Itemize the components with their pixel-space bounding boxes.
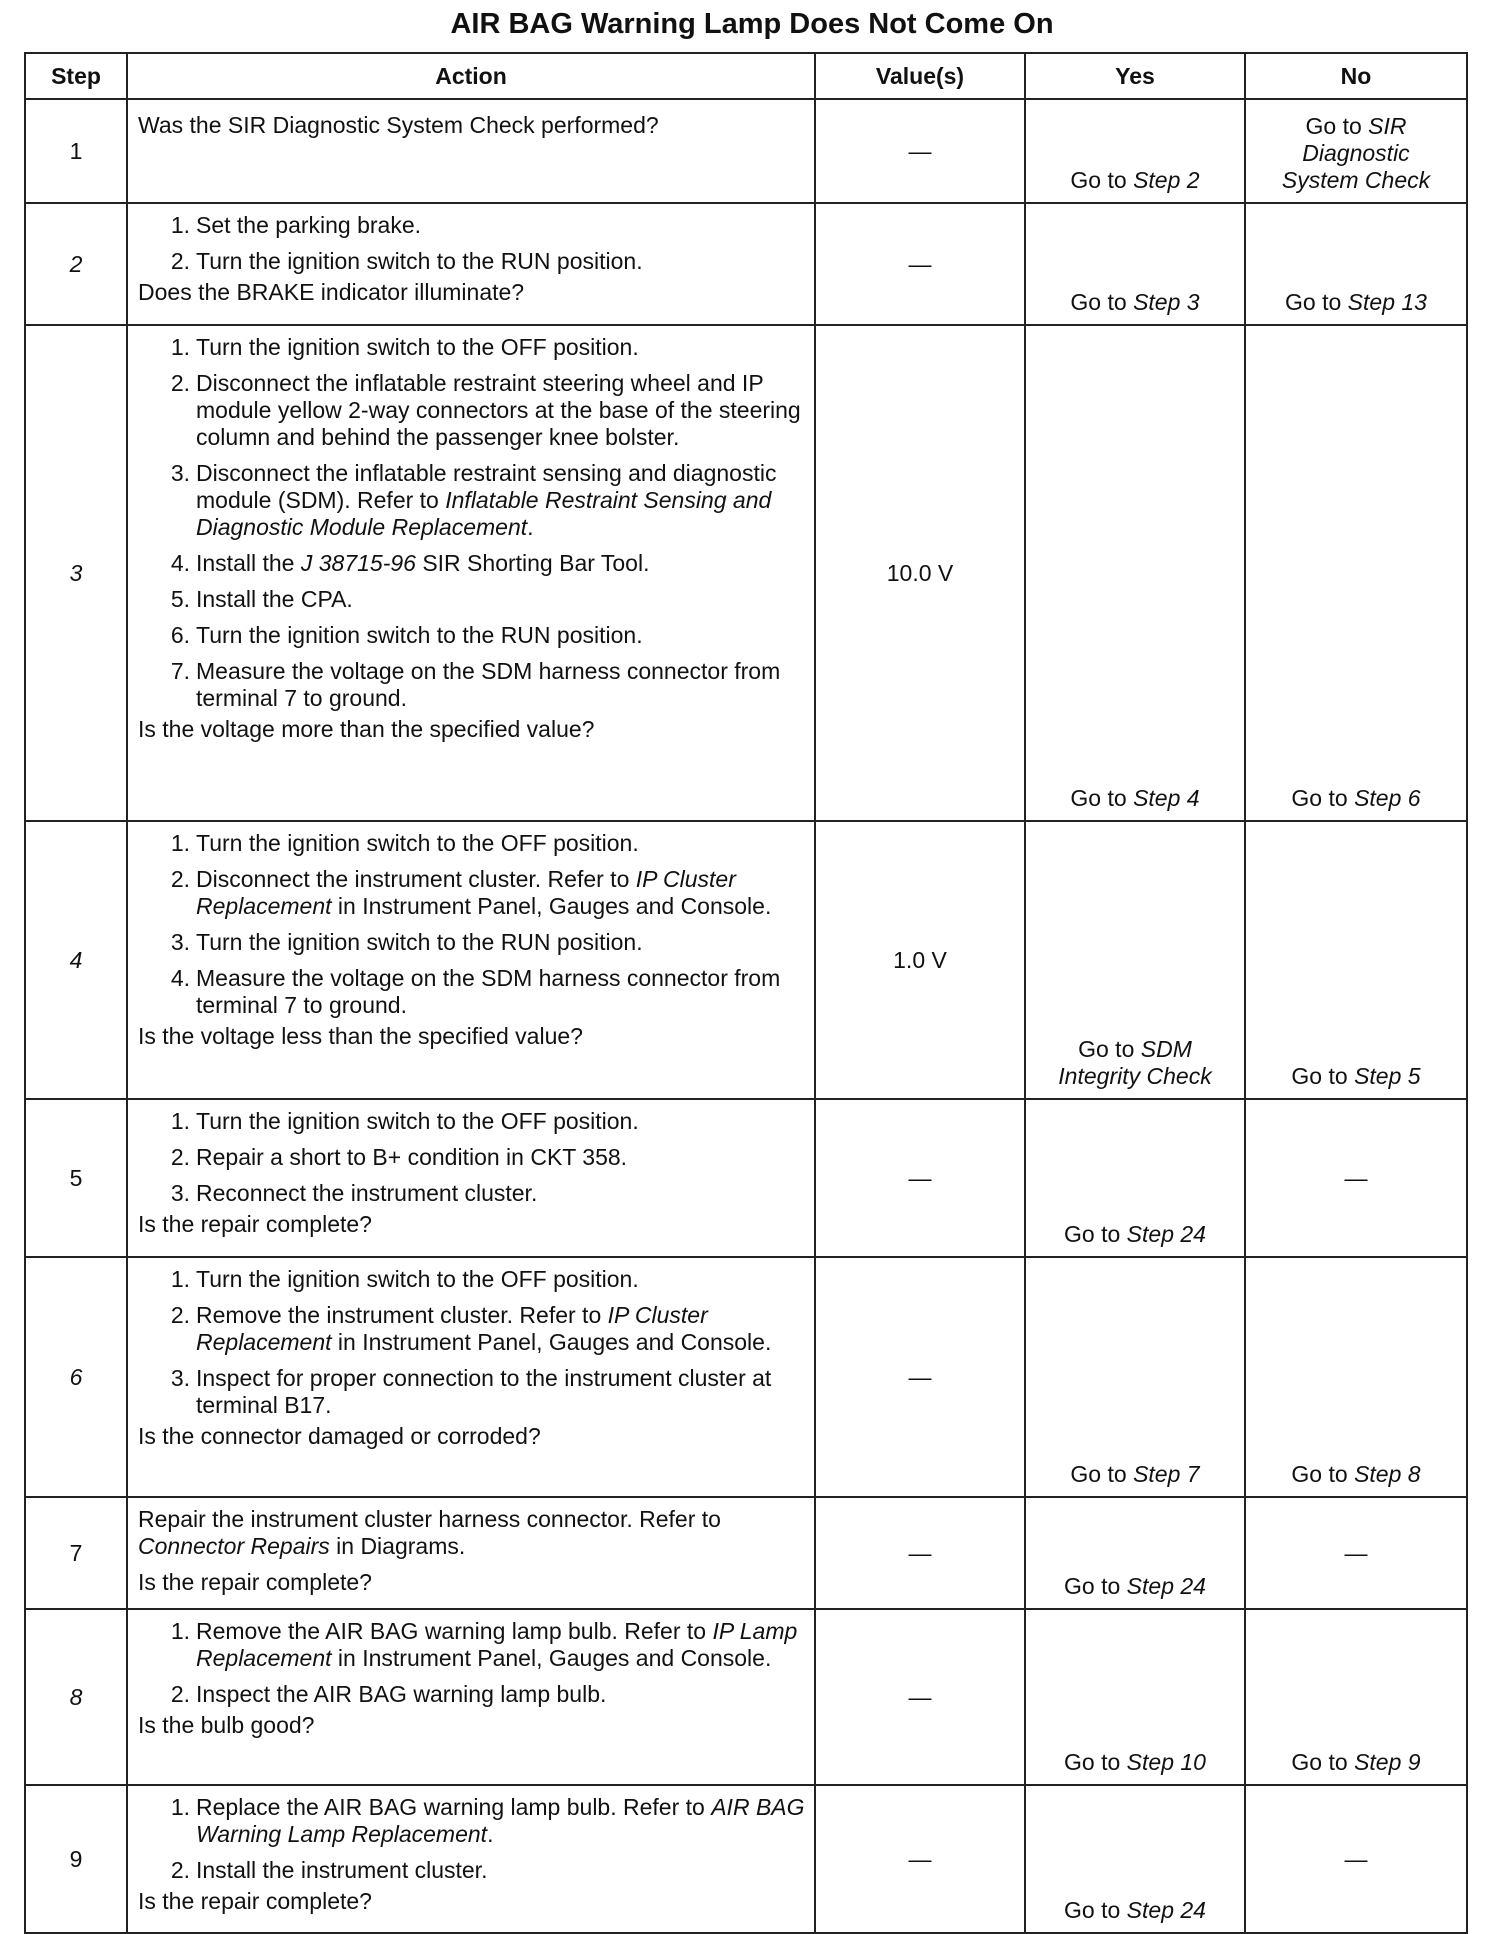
go-to-text: Go to xyxy=(1070,167,1134,193)
procedure-reference-link[interactable]: Inflatable Restraint Sensing and Diagnostic Module Replacement xyxy=(196,487,772,540)
action-step: 2. Turn the ignition switch to the RUN position. xyxy=(170,248,643,274)
go-to-text: Go to xyxy=(1291,1461,1355,1487)
go-to-text: Go to xyxy=(1285,289,1348,315)
step-reference-link[interactable]: Step 24 xyxy=(1126,1573,1206,1599)
no-cell: — xyxy=(1245,1497,1467,1609)
no-cell xyxy=(1245,99,1467,203)
action-cell xyxy=(127,1785,815,1933)
go-to-text: Go to xyxy=(1064,1749,1127,1775)
action-step: 2. Inspect the AIR BAG warning lamp bulb. xyxy=(170,1681,607,1707)
step-number: 4 xyxy=(25,821,127,1099)
procedure-reference-link[interactable]: IP Cluster Replacement xyxy=(196,1302,708,1355)
table-row xyxy=(25,821,1467,1099)
step-number: 1 xyxy=(25,99,127,203)
procedure-reference-link[interactable]: AIR BAG Warning Lamp Replacement xyxy=(196,1794,805,1847)
procedure-reference-link[interactable]: IP Cluster Replacement xyxy=(196,866,736,919)
action-question: Is the bulb good? xyxy=(138,1712,315,1738)
action-step: 4. Measure the voltage on the SDM harness connector from terminal 7 to ground. xyxy=(170,965,781,1018)
go-to-text: Go to xyxy=(1070,289,1134,315)
action-question: Does the BRAKE indicator illuminate? xyxy=(138,279,525,305)
table-row xyxy=(25,99,1467,203)
action-cell xyxy=(127,1257,815,1497)
action-steps-list xyxy=(138,1266,806,1419)
action-question: Is the connector damaged or corroded? xyxy=(138,1423,541,1449)
column-header-values: Value(s) xyxy=(815,53,1025,99)
step-reference-link[interactable]: Step 9 xyxy=(1354,1749,1421,1775)
column-header-action: Action xyxy=(127,53,815,99)
step-number: 5 xyxy=(25,1099,127,1257)
value-cell: — xyxy=(815,1497,1025,1609)
action-step: 2. Disconnect the instrument cluster. Refer to IP Cluster Replacement in Instrument Panel, Gauges and Console. xyxy=(170,866,772,919)
action-cell xyxy=(127,99,815,203)
value-cell: — xyxy=(815,203,1025,325)
action-steps-list xyxy=(138,1108,806,1207)
action-step: 5. Install the CPA. xyxy=(170,586,353,612)
column-header-no: No xyxy=(1245,53,1467,99)
yes-cell xyxy=(1025,1609,1245,1785)
action-step: 3. Disconnect the inflatable restraint sensing and diagnostic module (SDM). Refer to Inflatable Restraint Sensing and Diagnostic Module Replacement. xyxy=(170,460,777,540)
table-row xyxy=(25,1497,1467,1609)
no-cell xyxy=(1245,325,1467,821)
go-to-text: Go to xyxy=(1291,785,1355,811)
step-reference-link[interactable]: Step 7 xyxy=(1133,1461,1200,1487)
value-cell: — xyxy=(815,1257,1025,1497)
go-to-text: Go to xyxy=(1064,1897,1127,1923)
table-row xyxy=(25,1609,1467,1785)
action-step: 2. Install the instrument cluster. xyxy=(170,1857,488,1883)
diagnostic-table xyxy=(24,52,1468,1934)
action-question: Is the repair complete? xyxy=(138,1211,372,1237)
action-steps-list xyxy=(138,830,806,1019)
action-step: 2. Disconnect the inflatable restraint steering wheel and IP module yellow 2-way connectors at the base of the steering column and behind the passenger knee bolster. xyxy=(170,370,801,450)
document-title: AIR BAG Warning Lamp Does Not Come On xyxy=(450,8,1054,40)
no-cell: — xyxy=(1245,1099,1467,1257)
go-to-text: Go to xyxy=(1305,113,1369,139)
step-number: 7 xyxy=(25,1497,127,1609)
action-question: Is the repair complete? xyxy=(138,1569,372,1595)
go-to-text: Go to xyxy=(1064,1221,1127,1247)
action-steps-list xyxy=(138,334,806,712)
step-number: 9 xyxy=(25,1785,127,1933)
action-cell xyxy=(127,1497,815,1609)
step-reference-link[interactable]: Step 24 xyxy=(1126,1221,1206,1247)
action-step: 1. Turn the ignition switch to the OFF position. xyxy=(170,1266,639,1292)
yes-cell xyxy=(1025,1099,1245,1257)
column-header-yes: Yes xyxy=(1025,53,1245,99)
yes-cell xyxy=(1025,1257,1245,1497)
no-cell xyxy=(1245,821,1467,1099)
procedure-reference-link[interactable]: Connector Repairs xyxy=(138,1533,330,1559)
value-cell: 10.0 V xyxy=(815,325,1025,821)
value-cell: 1.0 V xyxy=(815,821,1025,1099)
step-reference-link[interactable]: Step 13 xyxy=(1347,289,1427,315)
action-cell xyxy=(127,1609,815,1785)
no-cell xyxy=(1245,1257,1467,1497)
table-row xyxy=(25,1099,1467,1257)
yes-cell xyxy=(1025,203,1245,325)
value-cell: — xyxy=(815,99,1025,203)
action-question: Is the voltage less than the specified value? xyxy=(138,1023,583,1049)
yes-cell xyxy=(1025,1785,1245,1933)
action-cell xyxy=(127,325,815,821)
action-step: 4. Install the J 38715-96 SIR Shorting Bar Tool. xyxy=(170,550,650,576)
action-step: 3. Reconnect the instrument cluster. xyxy=(170,1180,538,1206)
no-cell: — xyxy=(1245,1785,1467,1933)
step-number: 3 xyxy=(25,325,127,821)
action-paragraph: Repair the instrument cluster harness connector. Refer to Connector Repairs in Diagrams. xyxy=(138,1506,721,1559)
action-step: 1. Turn the ignition switch to the OFF position. xyxy=(170,1108,639,1134)
value-cell: — xyxy=(815,1099,1025,1257)
procedure-reference-link[interactable]: SDM Integrity Check xyxy=(1058,1036,1212,1089)
procedure-reference-link[interactable]: SIR Diagnostic System Check xyxy=(1281,113,1431,193)
table-header-row xyxy=(25,53,1467,99)
go-to-text: Go to xyxy=(1070,1461,1134,1487)
action-step: 1. Turn the ignition switch to the OFF position. xyxy=(170,830,639,856)
action-step: 1. Replace the AIR BAG warning lamp bulb. Refer to AIR BAG Warning Lamp Replacement. xyxy=(170,1794,805,1847)
step-reference-link[interactable]: Step 4 xyxy=(1133,785,1200,811)
table-row xyxy=(25,203,1467,325)
action-step: 2. Remove the instrument cluster. Refer to IP Cluster Replacement in Instrument Panel, Gauges and Console. xyxy=(170,1302,772,1355)
step-reference-link[interactable]: Step 3 xyxy=(1133,289,1200,315)
action-cell xyxy=(127,821,815,1099)
action-question: Is the voltage more than the specified value? xyxy=(138,716,595,742)
action-step: 1. Remove the AIR BAG warning lamp bulb. Refer to IP Lamp Replacement in Instrument Panel, Gauges and Console. xyxy=(170,1618,798,1671)
action-steps-list xyxy=(138,1618,806,1708)
go-to-text: Go to xyxy=(1291,1749,1355,1775)
yes-cell xyxy=(1025,1497,1245,1609)
step-number: 2 xyxy=(25,203,127,325)
go-to-text: Go to xyxy=(1078,1036,1141,1062)
action-step: 6. Turn the ignition switch to the RUN position. xyxy=(170,622,643,648)
no-cell xyxy=(1245,1609,1467,1785)
action-step: 7. Measure the voltage on the SDM harness connector from terminal 7 to ground. xyxy=(170,658,781,711)
yes-cell xyxy=(1025,99,1245,203)
no-cell xyxy=(1245,203,1467,325)
go-to-text: Go to xyxy=(1291,1063,1355,1089)
action-step: 3. Turn the ignition switch to the RUN position. xyxy=(170,929,643,955)
step-reference-link[interactable]: Step 2 xyxy=(1133,167,1200,193)
table-row xyxy=(25,1257,1467,1497)
tool-reference: J 38715-96 xyxy=(300,550,416,576)
column-header-step: Step xyxy=(25,53,127,99)
step-number: 8 xyxy=(25,1609,127,1785)
value-cell: — xyxy=(815,1609,1025,1785)
go-to-text: Go to xyxy=(1070,785,1134,811)
step-reference-link[interactable]: Step 8 xyxy=(1354,1461,1421,1487)
action-step: 2. Repair a short to B+ condition in CKT 358. xyxy=(170,1144,628,1170)
action-steps-list xyxy=(138,1794,806,1884)
yes-cell xyxy=(1025,325,1245,821)
value-cell: — xyxy=(815,1785,1025,1933)
procedure-reference-link[interactable]: IP Lamp Replacement xyxy=(196,1618,798,1671)
action-question: Is the repair complete? xyxy=(138,1888,372,1914)
yes-cell xyxy=(1025,821,1245,1099)
action-step: 1. Set the parking brake. xyxy=(170,212,422,238)
action-steps-list xyxy=(138,212,806,275)
step-number: 6 xyxy=(25,1257,127,1497)
action-cell xyxy=(127,203,815,325)
action-question: Was the SIR Diagnostic System Check performed? xyxy=(138,112,659,138)
step-reference-link[interactable]: Step 10 xyxy=(1126,1749,1206,1775)
go-to-text: Go to xyxy=(1064,1573,1127,1599)
step-reference-link[interactable]: Step 24 xyxy=(1126,1897,1206,1923)
action-cell xyxy=(127,1099,815,1257)
table-row xyxy=(25,325,1467,821)
action-step: 1. Turn the ignition switch to the OFF position. xyxy=(170,334,639,360)
table-row xyxy=(25,1785,1467,1933)
step-reference-link[interactable]: Step 6 xyxy=(1354,785,1421,811)
step-reference-link[interactable]: Step 5 xyxy=(1354,1063,1421,1089)
action-step: 3. Inspect for proper connection to the instrument cluster at terminal B17. xyxy=(170,1365,772,1418)
